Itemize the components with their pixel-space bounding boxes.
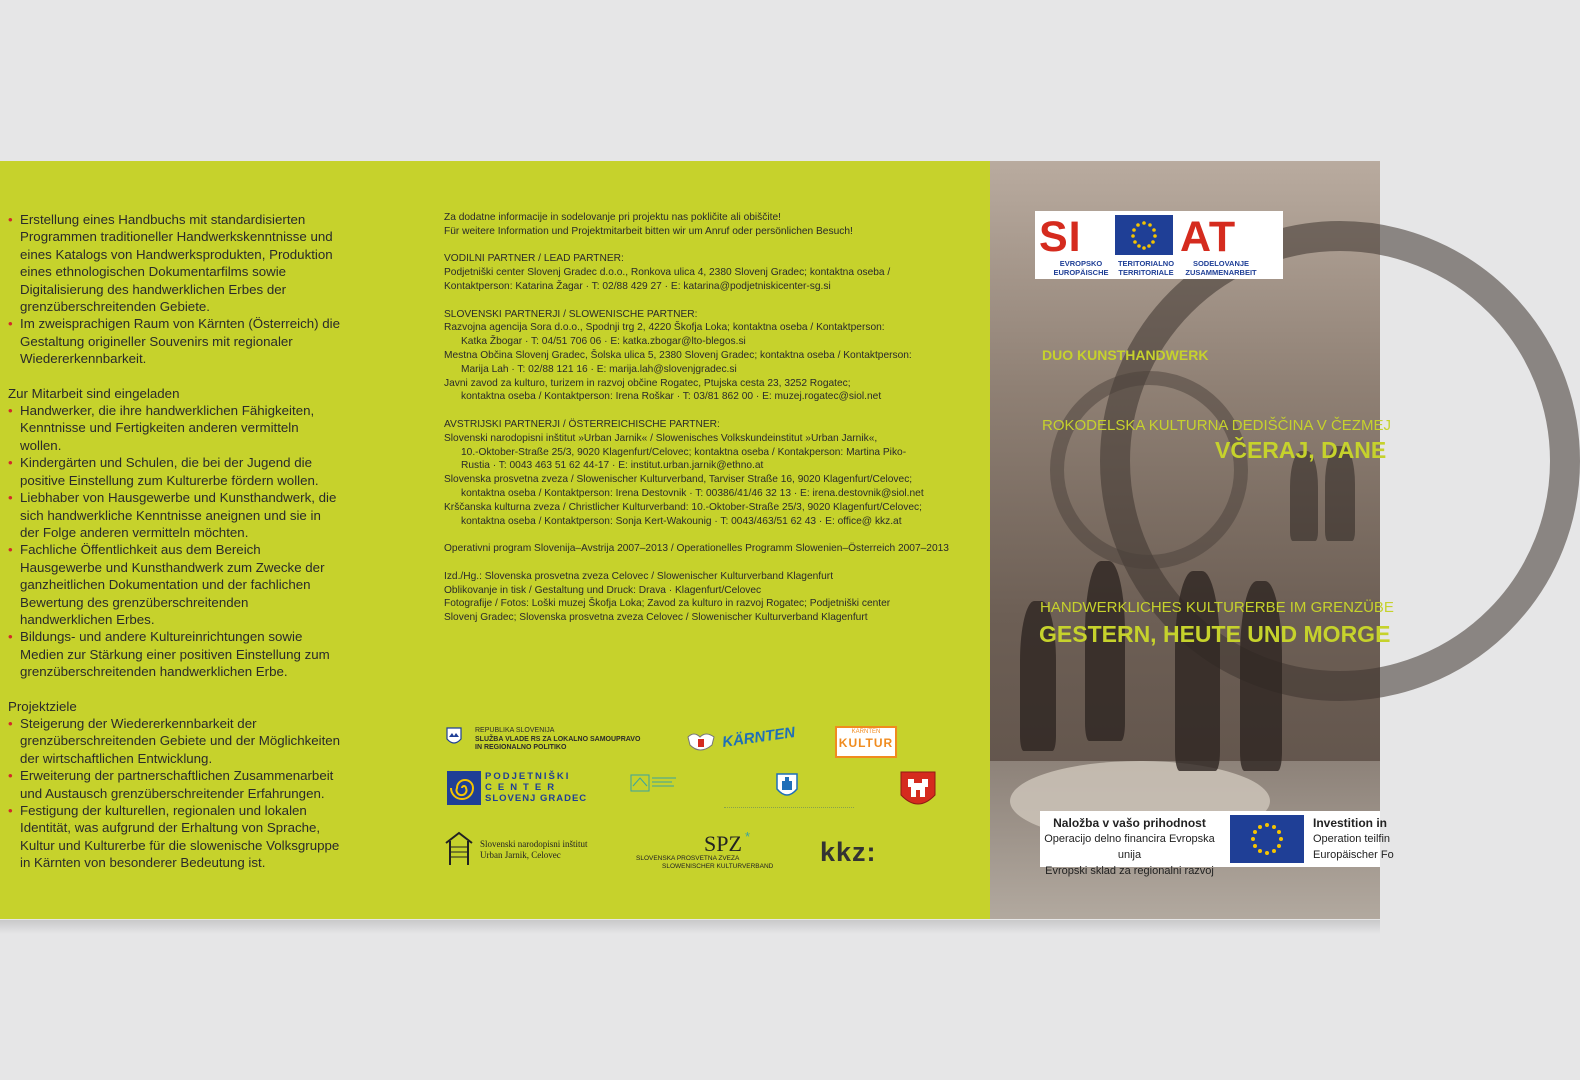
eu-funding-box [1040, 811, 1394, 877]
aut-line: 10.-Oktober-Straße 25/3, 9020 Klagenfurt/Celovec; kontaktna oseba / Kontakperson: Martina Piko- [461, 446, 907, 458]
program-line: Operativni program Slovenija–Avstrija 2007–2013 / Operationelles Programm Slowenien–Österreich 2007–2013 [444, 543, 949, 555]
aut-heading: AVSTRIJSKI PARTNERJI / ÖSTERREICHISCHE PARTNER: [444, 418, 720, 430]
rs-line: REPUBLIKA SLOVENIJA [475, 727, 555, 734]
eu-sl-title: Naložba v vašo prihodnost [1053, 816, 1206, 830]
slo-heading: SLOVENSKI PARTNERJI / SLOWENISCHE PARTNER: [444, 308, 698, 320]
imprint-line: Fotografije / Fotos: Loški muzej Škofja Loka; Zavod za kulturo in razvoj Rogatec; Podjetniški center [444, 598, 891, 610]
list-item: • Erstellung eines Handbuchs mit standardisierten Programmen traditioneller Handwerkskenntnisse und eines Katalogs von Handwerksprodukten, Produktion eines ethnologischen Dokumentarfilms sowie Digitalisierung des handwerklichen Erbes der grenzüberschreitenden Gebiete. [8, 211, 343, 315]
aut-line: kontaktna oseba / Kontaktperson: Irena Destovnik · T: 00386/41/46 32 13 · E: irena.destovnik@siol.net [461, 487, 924, 499]
de-subtitle: HANDWERKLICHES KULTURERBE IM GRENZÜBE [1040, 599, 1394, 616]
slo-line: Javni zavod za kulturo, turizem in razvoj občine Rogatec, Ptujska cesta 23, 3252 Rogatec; [444, 377, 851, 389]
sni-line: Urban Jarnik, Celovec [480, 850, 561, 860]
aut-line: Krščanska kulturna zveza / Christlicher Kulturverband: 10.-Oktober-Straße 25/3, 9020 Klagenfurt/Celovec; [444, 501, 922, 513]
karnten-text: KÄRNTEN [721, 723, 797, 752]
sora-mark-icon [630, 774, 680, 814]
cover-photo [990, 161, 1394, 919]
eu-flag-icon [1115, 215, 1173, 255]
karnten-kultur-logo [835, 726, 897, 758]
invited-heading: Zur Mitarbeit sind eingeladen [8, 385, 180, 401]
aut-line: Slovenski narodopisni inštitut »Urban Jarnik« / Slowenisches Volkskundeinstitut »Urban Jarnik«, [444, 432, 878, 444]
duo-title: DUO KUNSTHANDWERK [1042, 347, 1209, 363]
spz-line: SLOVENSKA PROSVETNA ZVEZA [636, 855, 740, 862]
sicat-at: AT [1180, 213, 1237, 261]
slo-line: Mestna Občina Slovenj Gradec, Šolska ulica 5, 2380 Slovenj Gradec; kontaktna oseba / Kontaktperson: [444, 349, 912, 361]
partner-logos [444, 721, 964, 881]
podjetniski-center-logo [447, 771, 588, 805]
kkz-text: kkz: [820, 837, 877, 867]
slo-line: Marija Lah · T: 02/88 121 16 · E: marija.lah@slovenjgradec.si [461, 363, 737, 375]
slovenia-coat-icon [446, 727, 462, 747]
list-item: • Im zweisprachigen Raum von Kärnten (Österreich) die Gestaltung origineller Souvenirs mit regionaler Wiedererkennbarkeit. [8, 315, 343, 367]
kkz-logo [820, 837, 877, 868]
slo-line: Katka Žbogar · T: 04/51 706 06 · E: katka.zbogar@lto-blegos.si [461, 336, 746, 348]
aut-line: kontaktna oseba / Kontaktperson: Sonja Kert-Wakounig · T: 0043/463/51 62 43 · E: office@ kkz.at [461, 515, 902, 527]
brochure-spread [0, 161, 1394, 919]
castle-crest-icon [900, 771, 936, 813]
invited-list [8, 402, 343, 681]
list-item: • Fachliche Öffentlichkeit aus dem Bereich Hausgewerbe und Kunsthandwerk zum Zwecke der ganzheitlichen Dokumentation und der fachlichen Bewertung des grenzüberschreitenden handwerklichen Erbes. [8, 541, 343, 628]
hayrack-icon [444, 831, 474, 867]
list-item: • Bildungs- und andere Kultureinrichtungen sowie Medien zur Stärkung einer positiven Einstellung zum grenzüberschreitenden handwerklichen Erbe. [8, 628, 343, 680]
goals-heading: Projektziele [8, 698, 77, 714]
rs-line: SLUŽBA VLADE RS ZA LOKALNO SAMOUPRAVO [475, 735, 641, 743]
eu-flag-icon [1230, 815, 1304, 863]
kultur-top: KÄRNTEN [851, 729, 881, 735]
imprint-line: Slovenj Gradec; Slovenska prosvetna zveza Celovec / Slowenischer Kulturverband Klagenfurt [444, 612, 868, 624]
sl-title: VČERAJ, DANE [1215, 437, 1387, 463]
intro-de: Für weitere Information und Projektmitarbeit bitten wir um Anruf oder persönlichen Besuch! [444, 225, 853, 237]
si-at-logo [1035, 211, 1283, 279]
kultur-text: KULTUR [838, 736, 894, 750]
spz-line: SLOWENISCHER KULTURVERBAND [662, 863, 774, 870]
list-item: • Liebhaber von Hausgewerbe und Kunsthandwerk, die sich handwerkliche Kenntnisse aneignen und sie in der Folge anderen vermitteln möchten. [8, 489, 343, 541]
eu-de-title: Investition in [1313, 816, 1388, 830]
list-item: • Festigung der kulturellen, regionalen und lokalen Identität, was aufgrund der Erhaltung von Sprache, Kultur und Kulturerbe für die slowenische Volksgruppe in Kärnten von besonderer Bedeutung ist. [8, 802, 343, 872]
lead-line: Kontaktperson: Katarina Žagar · T: 02/88 429 27 · E: katarina@podjetniskicenter-sg.si [444, 280, 831, 292]
slo-line: Razvojna agencija Sora d.o.o., Spodnji trg 2, 4220 Škofja Loka; kontaktna oseba / Kontaktperson: [444, 322, 885, 334]
lead-heading: VODILNI PARTNER / LEAD PARTNER: [444, 253, 624, 265]
list-item: • Erweiterung der partnerschaftlichen Zusammenarbeit und Austausch grenzüberschreitender Erfahrungen. [8, 767, 343, 802]
spz-star-icon: * [745, 829, 751, 844]
left-column [8, 211, 343, 872]
child-figure [1290, 451, 1318, 541]
middle-column [444, 211, 964, 625]
eu-sl-line: Evropski sklad za regionalni razvoj [1045, 865, 1214, 877]
imprint-line: Izd./Hg.: Slovenska prosvetna zveza Celovec / Slowenischer Kulturverband Klagenfurt [444, 570, 834, 582]
spiral-icon [447, 771, 481, 805]
worker-figure [1085, 561, 1125, 741]
list-item: • Handwerker, die ihre handwerklichen Fähigkeiten, Kenntnisse und Fertigkeiten anderen vermitteln wollen. [8, 402, 343, 454]
intro-sl: Za dodatne informacije in sodelovanje pri projektu nas pokličite ali obiščite! [444, 212, 781, 223]
eu-sl-line: Operacijo delno financira Evropska unija [1044, 833, 1215, 861]
sicat-sub: SODELOVANJE ZUSAMMENARBEIT [1185, 259, 1257, 277]
sora-agency-logo [630, 774, 680, 814]
rs-line: IN REGIONALNO POLITIKO [475, 744, 567, 751]
list-item: • Steigerung der Wiedererkennbarkeit der grenzüberschreitenden Gebiete und der Möglichkeiten der wirtschaftlichen Entwicklung. [8, 715, 343, 767]
slovenj-gradec-logo [776, 773, 798, 806]
karnten-crest-icon [686, 731, 716, 753]
lead-line: Podjetniški center Slovenj Gradec d.o.o., Ronkova ulica 4, 2380 Slovenj Gradec; kontaktna oseba / [444, 267, 891, 279]
pc-line: SLOVENJ GRADEC [485, 793, 588, 804]
pc-line: CENTER [485, 782, 561, 793]
sicat-sub: TERITORIALNO TERRITORIALE [1117, 259, 1175, 277]
eu-de-line: Europäischer Fo [1313, 849, 1394, 861]
imprint-line: Oblikovanje in tisk / Gestaltung und Druck: Drava · Klagenfurt/Celovec [444, 584, 762, 596]
aut-line: Rustia · T: 0043 463 51 62 44-17 · E: institut.urban.jarnik@ethno.at [461, 460, 764, 472]
aut-line: Slovenska prosvetna zveza / Slowenischer Kulturverband, Tarviser Straße 16, 9020 Klagenfurt/Celovec; [444, 474, 913, 486]
sni-line: Slovenski narodopisni inštitut [480, 839, 588, 849]
town-crest-icon [776, 773, 798, 801]
bullets-top [8, 211, 343, 368]
page-shadow [0, 920, 1380, 934]
pc-line: PODJETNIŠKI [485, 771, 571, 782]
de-title: GESTERN, HEUTE UND MORGE [1039, 621, 1391, 647]
wheel-shape [1050, 371, 1248, 569]
eu-de-line: Operation teilfin [1313, 833, 1391, 845]
sicat-sub: EVROPSKO EUROPÄISCHE [1053, 259, 1109, 277]
rogatec-logo [900, 771, 936, 818]
slo-line: kontaktna oseba / Kontaktperson: Irena Roškar · T: 03/81 862 00 · E: muzej.rogatec@siol.net [461, 391, 882, 403]
green-panel [0, 161, 990, 919]
sl-subtitle: ROKODELSKA KULTURNA DEDIŠČINA V ČEZMEJ [1042, 417, 1391, 434]
goals-list [8, 715, 343, 872]
sicat-si: SI [1039, 213, 1082, 261]
list-item: • Kindergärten und Schulen, die bei der Jugend die positive Einstellung zum Kulturerbe fördern wollen. [8, 454, 343, 489]
spz-mark: SPZ [704, 831, 742, 856]
